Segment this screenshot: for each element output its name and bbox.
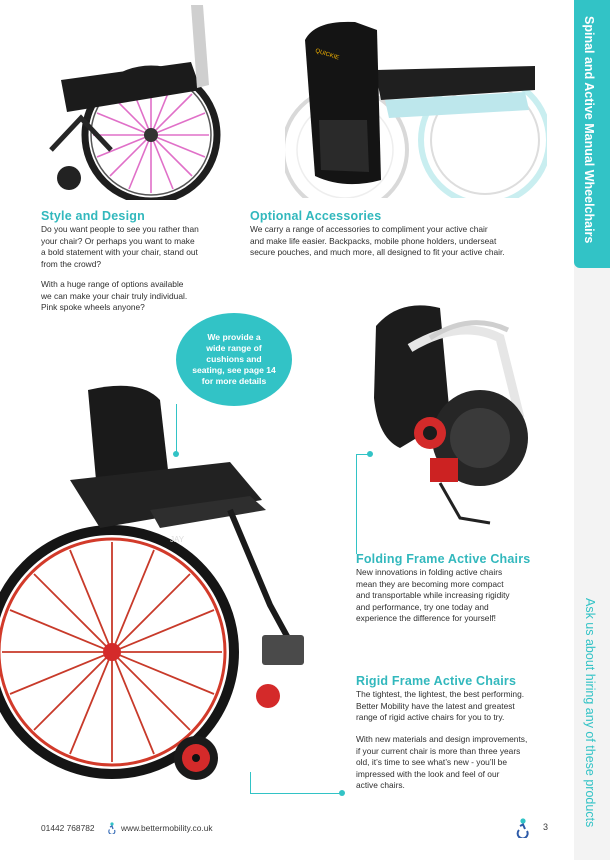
style-design-paragraph-2 [41, 279, 241, 314]
pink-spoke-wheelchair-photo [41, 0, 237, 200]
hire-note: Ask us about hiring any of these products [583, 598, 597, 828]
footer-website-link[interactable]: www.bettermobility.co.uk [121, 823, 213, 833]
rigid-frame-heading: Rigid Frame Active Chairs [356, 674, 517, 688]
text-line: range of rigid active chairs for you to try. [356, 712, 505, 723]
folding-frame-paragraph [356, 567, 566, 625]
rigid-frame-paragraph-2 [356, 734, 571, 792]
folding-connector-line [356, 454, 357, 554]
bubble-line: wide range of [206, 343, 262, 353]
optional-accessories-heading: Optional Accessories [250, 209, 382, 223]
text-line: secure pouches, and much more, all designed to fit your active chair. [250, 247, 505, 258]
seating-callout-bubble [176, 313, 292, 406]
rigid-frame-paragraph-1 [356, 689, 571, 724]
folding-frame-heading: Folding Frame Active Chairs [356, 552, 531, 566]
text-line: and make life easier. Backpacks, mobile phone holders, underseat [250, 235, 497, 246]
bubble-line: for more details [201, 376, 267, 386]
text-line: and performance, try one today and [356, 601, 489, 612]
rigid-connector-dot [339, 790, 345, 796]
folding-frame-chair-photo [370, 298, 546, 533]
backpack-accessories-photo [285, 0, 547, 198]
svg-text:QUICKIE: QUICKIE [314, 48, 340, 62]
bubble-line: cushions and [206, 354, 262, 364]
rigid-connector-line [250, 772, 251, 794]
text-line: Pink spoke wheels anyone? [41, 302, 145, 313]
text-line: The tightest, the lightest, the best performing. [356, 689, 525, 699]
folding-connector-dot [367, 451, 373, 457]
style-design-paragraph-1 [41, 224, 241, 270]
wheelchair-logo-icon [107, 821, 117, 833]
bubble-line: We provide a [207, 332, 261, 342]
text-line: Do you want people to see you rather than [41, 224, 199, 234]
style-design-heading: Style and Design [41, 209, 145, 223]
footer-phone: 01442 768782 [41, 823, 95, 833]
text-line: and transportable while increasing rigidity [356, 590, 510, 601]
text-line: active chairs. [356, 780, 405, 791]
bubble-line: seating, see page 14 [192, 365, 276, 375]
brand-logo-icon [515, 818, 531, 838]
text-line: if your current chair is more than three years [356, 745, 521, 756]
optional-accessories-paragraph [250, 224, 550, 259]
text-line: your chair? Or perhaps you want to make [41, 235, 195, 246]
text-line: With new materials and design improvements, [356, 734, 528, 744]
text-line: Better Mobility have the latest and greatest [356, 700, 515, 711]
text-line: from the crowd? [41, 258, 102, 269]
text-line: old, it’s time to see what’s new - you’ll be [356, 757, 507, 768]
callout-dot [173, 451, 179, 457]
section-tab-label: Spinal and Active Manual Wheelchairs [582, 16, 596, 244]
rigid-connector-base [250, 793, 342, 794]
text-line: With a huge range of options available [41, 279, 184, 289]
rigid-frame-chair-photo [0, 360, 340, 802]
page-number: 3 [543, 822, 549, 832]
text-line: We carry a range of accessories to compliment your active chair [250, 224, 488, 234]
text-line: mean they are becoming more compact [356, 578, 504, 589]
text-line: a bold statement with your chair, stand out [41, 247, 198, 258]
svg-text:JAY: JAY [170, 535, 185, 544]
text-line: experience the difference for yourself! [356, 613, 496, 624]
text-line: impressed with the look and feel of our [356, 768, 500, 779]
text-line: New innovations in folding active chairs [356, 567, 503, 577]
callout-line [176, 404, 177, 454]
text-line: we can make your chair truly individual. [41, 290, 188, 301]
